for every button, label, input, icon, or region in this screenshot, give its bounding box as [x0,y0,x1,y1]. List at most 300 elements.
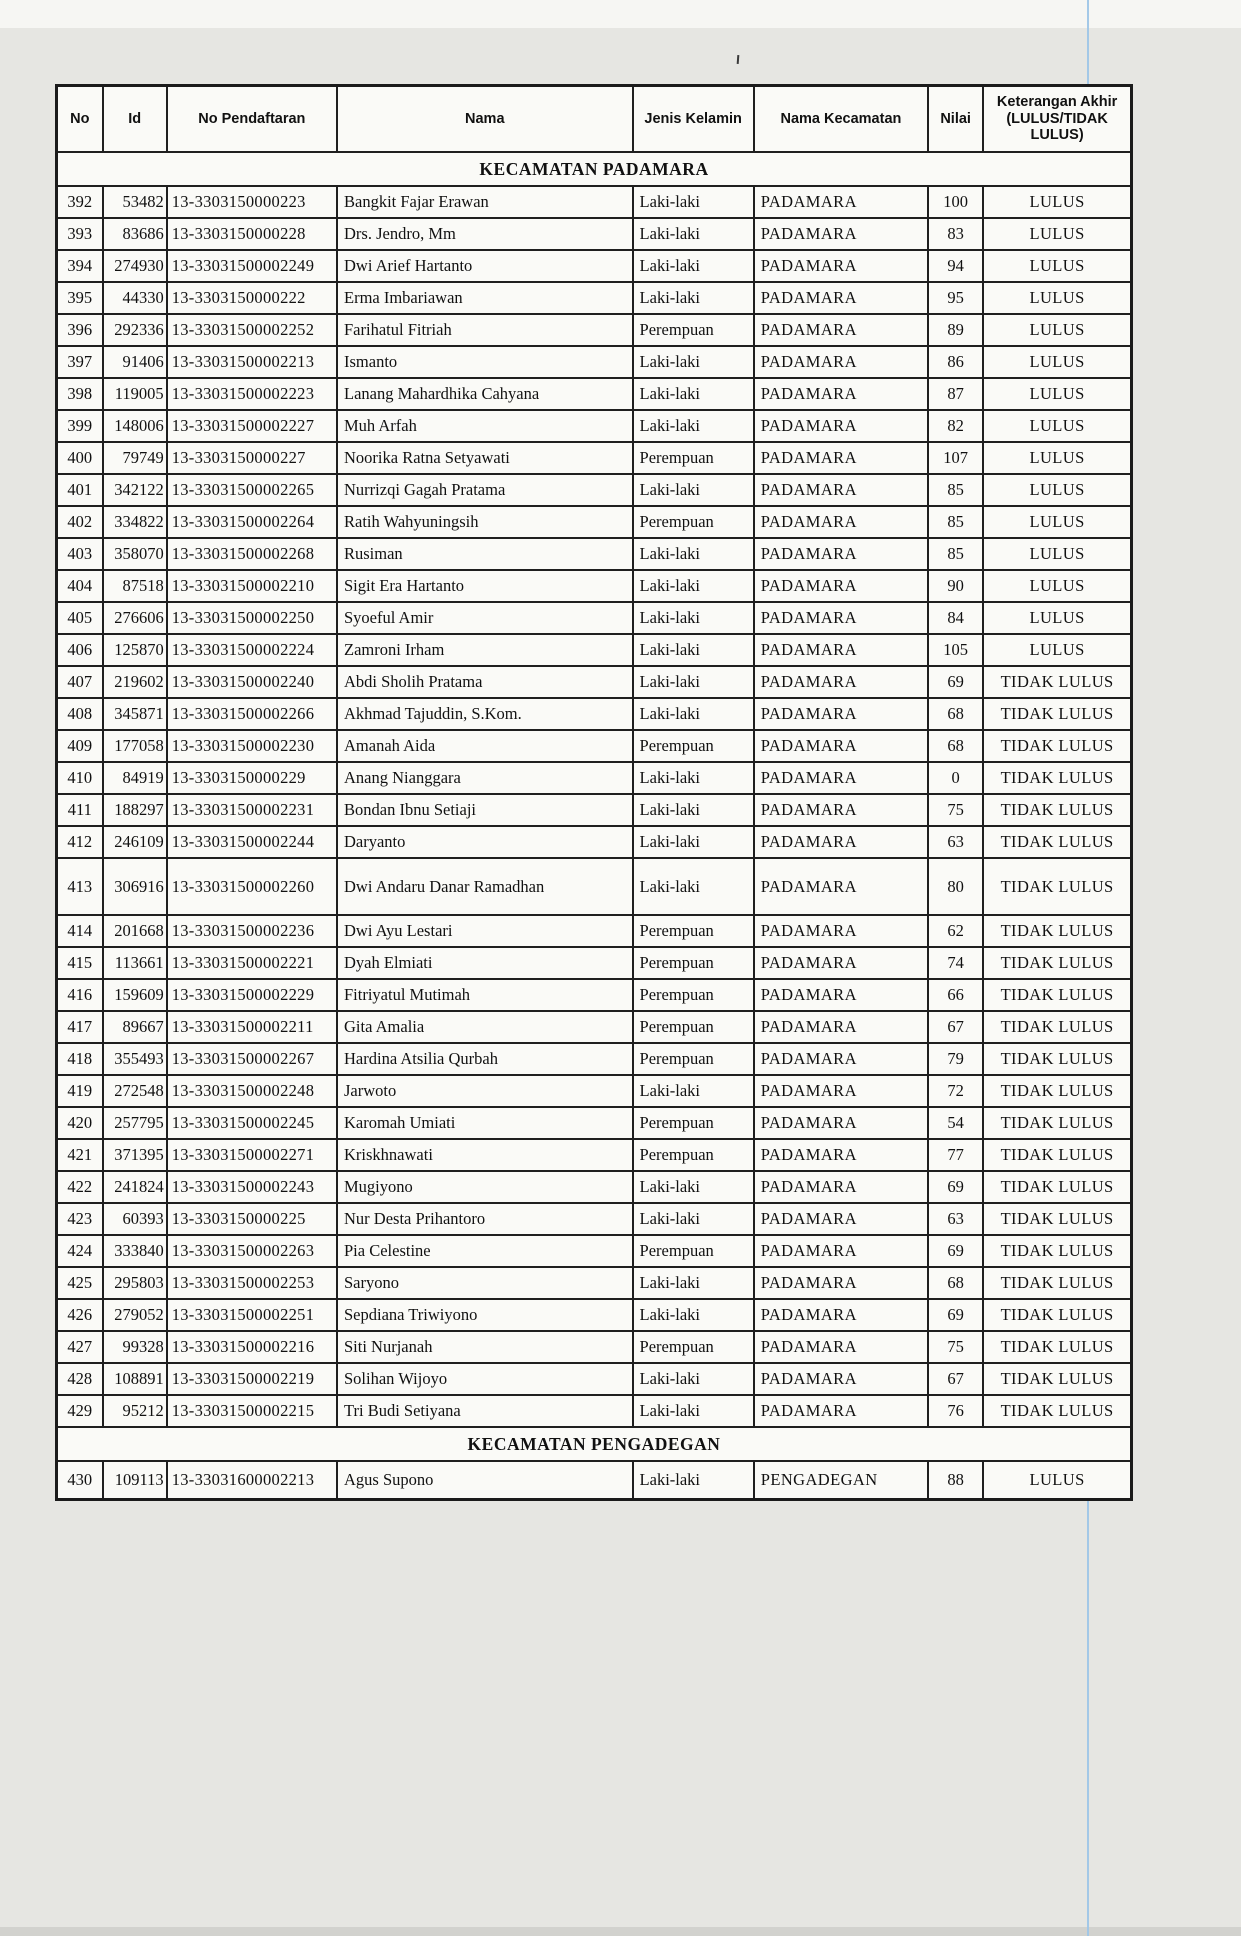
cell-no-pendaftaran: 13-33031500002219 [167,1363,337,1395]
table-row [57,1363,1132,1395]
cell-nilai: 75 [928,794,983,826]
cell-id: 358070 [103,538,167,570]
cell-no-pendaftaran: 13-3303150000225 [167,1203,337,1235]
cell-nilai: 68 [928,1267,983,1299]
cell-id: 274930 [103,250,167,282]
cell-no: 393 [57,218,103,250]
cell-jenis-kelamin: Laki-laki [633,1171,754,1203]
table-row [57,1299,1132,1331]
cell-no-pendaftaran: 13-33031500002271 [167,1139,337,1171]
table-row [57,378,1132,410]
cell-no: 409 [57,730,103,762]
cell-jenis-kelamin: Laki-laki [633,474,754,506]
cell-nilai: 69 [928,666,983,698]
cell-no: 427 [57,1331,103,1363]
table-row [57,858,1132,915]
cell-id: 257795 [103,1107,167,1139]
header-nama-kecamatan: Nama Kecamatan [754,86,928,153]
cell-no-pendaftaran: 13-33031500002253 [167,1267,337,1299]
cell-nama-kecamatan: PADAMARA [754,634,928,666]
cell-nama: Siti Nurjanah [337,1331,633,1363]
cell-nilai: 85 [928,506,983,538]
cell-no-pendaftaran: 13-33031500002223 [167,378,337,410]
section-header-row [57,1427,1132,1461]
table-row [57,346,1132,378]
cell-id: 44330 [103,282,167,314]
cell-no: 417 [57,1011,103,1043]
cell-keterangan: LULUS [983,314,1131,346]
cell-id: 84919 [103,762,167,794]
cell-keterangan: TIDAK LULUS [983,1299,1131,1331]
cell-keterangan: LULUS [983,570,1131,602]
cell-nama: Tri Budi Setiyana [337,1395,633,1427]
table-row [57,1043,1132,1075]
cell-nama: Anang Nianggara [337,762,633,794]
cell-id: 333840 [103,1235,167,1267]
cell-nilai: 63 [928,826,983,858]
cell-nama-kecamatan: PADAMARA [754,346,928,378]
scan-top-margin [0,0,1241,28]
cell-jenis-kelamin: Laki-laki [633,1461,754,1499]
cell-jenis-kelamin: Laki-laki [633,410,754,442]
cell-id: 355493 [103,1043,167,1075]
cell-nilai: 100 [928,186,983,218]
cell-nilai: 83 [928,218,983,250]
cell-nama-kecamatan: PADAMARA [754,602,928,634]
cell-nama-kecamatan: PADAMARA [754,1395,928,1427]
cell-nama: Mugiyono [337,1171,633,1203]
cell-id: 79749 [103,442,167,474]
cell-keterangan: TIDAK LULUS [983,947,1131,979]
cell-no-pendaftaran: 13-3303150000228 [167,218,337,250]
table-row [57,410,1132,442]
table-row [57,666,1132,698]
cell-no: 400 [57,442,103,474]
cell-no: 404 [57,570,103,602]
cell-nilai: 79 [928,1043,983,1075]
cell-no: 430 [57,1461,103,1499]
cell-keterangan: TIDAK LULUS [983,1395,1131,1427]
cell-no-pendaftaran: 13-33031500002267 [167,1043,337,1075]
cell-nilai: 105 [928,634,983,666]
cell-no: 411 [57,794,103,826]
cell-nama: Muh Arfah [337,410,633,442]
cell-nama-kecamatan: PADAMARA [754,1267,928,1299]
cell-nama-kecamatan: PADAMARA [754,1171,928,1203]
cell-nama: Abdi Sholih Pratama [337,666,633,698]
table-body [57,152,1132,1499]
cell-nama: Bangkit Fajar Erawan [337,186,633,218]
table-row [57,634,1132,666]
cell-nilai: 95 [928,282,983,314]
cell-id: 148006 [103,410,167,442]
cell-nama-kecamatan: PADAMARA [754,698,928,730]
cell-keterangan: LULUS [983,1461,1131,1499]
cell-nama-kecamatan: PADAMARA [754,762,928,794]
cell-nama: Zamroni Irham [337,634,633,666]
cell-nama: Gita Amalia [337,1011,633,1043]
cell-nama-kecamatan: PADAMARA [754,250,928,282]
cell-id: 241824 [103,1171,167,1203]
cell-nama: Kriskhnawati [337,1139,633,1171]
cell-jenis-kelamin: Perempuan [633,947,754,979]
cell-keterangan: LULUS [983,250,1131,282]
cell-no: 408 [57,698,103,730]
cell-no: 419 [57,1075,103,1107]
cell-nilai: 74 [928,947,983,979]
cell-keterangan: TIDAK LULUS [983,1171,1131,1203]
table-row [57,1171,1132,1203]
cell-no-pendaftaran: 13-33031500002224 [167,634,337,666]
cell-jenis-kelamin: Laki-laki [633,602,754,634]
cell-no-pendaftaran: 13-3303150000223 [167,186,337,218]
cell-no: 420 [57,1107,103,1139]
cell-nama: Ismanto [337,346,633,378]
cell-keterangan: LULUS [983,506,1131,538]
cell-nama-kecamatan: PADAMARA [754,1107,928,1139]
table-row [57,698,1132,730]
cell-id: 99328 [103,1331,167,1363]
cell-no: 416 [57,979,103,1011]
cell-no-pendaftaran: 13-33031500002260 [167,858,337,915]
cell-nilai: 88 [928,1461,983,1499]
table-row [57,1235,1132,1267]
cell-nama-kecamatan: PADAMARA [754,1235,928,1267]
cell-no-pendaftaran: 13-33031500002216 [167,1331,337,1363]
table-row [57,506,1132,538]
cell-jenis-kelamin: Laki-laki [633,1395,754,1427]
cell-nama: Karomah Umiati [337,1107,633,1139]
table-row [57,186,1132,218]
cell-nilai: 89 [928,314,983,346]
cell-id: 53482 [103,186,167,218]
cell-no: 418 [57,1043,103,1075]
table-row [57,1461,1132,1499]
header-keterangan-akhir: Keterangan Akhir (LULUS/TIDAK LULUS) [983,86,1131,153]
table-row [57,1075,1132,1107]
table-row [57,1011,1132,1043]
cell-nama: Amanah Aida [337,730,633,762]
cell-id: 159609 [103,979,167,1011]
cell-keterangan: TIDAK LULUS [983,858,1131,915]
cell-nama-kecamatan: PADAMARA [754,410,928,442]
cell-nama: Dwi Andaru Danar Ramadhan [337,858,633,915]
section-header-row [57,152,1132,186]
table-header [57,86,1132,153]
cell-no-pendaftaran: 13-33031500002264 [167,506,337,538]
cell-keterangan: TIDAK LULUS [983,1107,1131,1139]
cell-nama-kecamatan: PADAMARA [754,1139,928,1171]
cell-jenis-kelamin: Perempuan [633,506,754,538]
cell-no: 414 [57,915,103,947]
cell-nama: Lanang Mahardhika Cahyana [337,378,633,410]
cell-jenis-kelamin: Laki-laki [633,1267,754,1299]
cell-nilai: 63 [928,1203,983,1235]
cell-jenis-kelamin: Laki-laki [633,698,754,730]
cell-nilai: 75 [928,1331,983,1363]
cell-nama: Fitriyatul Mutimah [337,979,633,1011]
cell-no-pendaftaran: 13-33031500002230 [167,730,337,762]
cell-keterangan: LULUS [983,474,1131,506]
cell-id: 292336 [103,314,167,346]
cell-no-pendaftaran: 13-33031600002213 [167,1461,337,1499]
cell-no-pendaftaran: 13-33031500002229 [167,979,337,1011]
cell-id: 345871 [103,698,167,730]
cell-no-pendaftaran: 13-3303150000222 [167,282,337,314]
cell-jenis-kelamin: Perempuan [633,730,754,762]
cell-nama-kecamatan: PADAMARA [754,1075,928,1107]
cell-no-pendaftaran: 13-3303150000229 [167,762,337,794]
cell-nama-kecamatan: PADAMARA [754,947,928,979]
cell-no-pendaftaran: 13-33031500002251 [167,1299,337,1331]
cell-nilai: 90 [928,570,983,602]
cell-nama-kecamatan: PADAMARA [754,474,928,506]
cell-nama: Dyah Elmiati [337,947,633,979]
cell-no: 405 [57,602,103,634]
cell-id: 177058 [103,730,167,762]
cell-no-pendaftaran: 13-33031500002249 [167,250,337,282]
cell-id: 83686 [103,218,167,250]
cell-id: 201668 [103,915,167,947]
cell-keterangan: LULUS [983,442,1131,474]
header-no: No [57,86,103,153]
cell-nilai: 80 [928,858,983,915]
table-row [57,1331,1132,1363]
cell-nama: Dwi Arief Hartanto [337,250,633,282]
cell-nilai: 85 [928,538,983,570]
cell-id: 219602 [103,666,167,698]
table-row [57,474,1132,506]
cell-no: 395 [57,282,103,314]
cell-jenis-kelamin: Perempuan [633,915,754,947]
cell-jenis-kelamin: Perempuan [633,1011,754,1043]
cell-jenis-kelamin: Perempuan [633,442,754,474]
cell-jenis-kelamin: Laki-laki [633,858,754,915]
cell-id: 109113 [103,1461,167,1499]
cell-keterangan: TIDAK LULUS [983,1139,1131,1171]
cell-jenis-kelamin: Perempuan [633,1331,754,1363]
cell-nama-kecamatan: PADAMARA [754,826,928,858]
cell-nama: Solihan Wijoyo [337,1363,633,1395]
section-title: KECAMATAN PENGADEGAN [57,1427,1132,1461]
cell-keterangan: LULUS [983,538,1131,570]
cell-keterangan: LULUS [983,410,1131,442]
cell-keterangan: TIDAK LULUS [983,762,1131,794]
cell-no: 407 [57,666,103,698]
table-row [57,915,1132,947]
cell-id: 246109 [103,826,167,858]
cell-jenis-kelamin: Laki-laki [633,666,754,698]
cell-keterangan: TIDAK LULUS [983,1075,1131,1107]
cell-nama-kecamatan: PADAMARA [754,794,928,826]
cell-nama-kecamatan: PADAMARA [754,730,928,762]
cell-no-pendaftaran: 13-3303150000227 [167,442,337,474]
header-nilai: Nilai [928,86,983,153]
cell-jenis-kelamin: Laki-laki [633,346,754,378]
cell-nilai: 69 [928,1235,983,1267]
cell-nama: Nurrizqi Gagah Pratama [337,474,633,506]
cell-nama-kecamatan: PADAMARA [754,506,928,538]
cell-jenis-kelamin: Laki-laki [633,538,754,570]
table-row [57,538,1132,570]
cell-no-pendaftaran: 13-33031500002211 [167,1011,337,1043]
cell-keterangan: TIDAK LULUS [983,794,1131,826]
cell-id: 188297 [103,794,167,826]
header-id: Id [103,86,167,153]
cell-nama-kecamatan: PENGADEGAN [754,1461,928,1499]
cell-no: 426 [57,1299,103,1331]
header-nama: Nama [337,86,633,153]
cell-keterangan: LULUS [983,634,1131,666]
section-title: KECAMATAN PADAMARA [57,152,1132,186]
cell-no-pendaftaran: 13-33031500002243 [167,1171,337,1203]
cell-nilai: 0 [928,762,983,794]
table-row [57,1139,1132,1171]
cell-nama: Nur Desta Prihantoro [337,1203,633,1235]
table-row [57,1107,1132,1139]
cell-no: 412 [57,826,103,858]
cell-nama: Drs. Jendro, Mm [337,218,633,250]
cell-nama: Jarwoto [337,1075,633,1107]
cell-nama: Agus Supono [337,1461,633,1499]
cell-id: 272548 [103,1075,167,1107]
cell-id: 371395 [103,1139,167,1171]
cell-nama-kecamatan: PADAMARA [754,979,928,1011]
table-row [57,250,1132,282]
cell-keterangan: LULUS [983,378,1131,410]
cell-nama-kecamatan: PADAMARA [754,314,928,346]
cell-nilai: 68 [928,698,983,730]
cell-id: 95212 [103,1395,167,1427]
cell-no: 397 [57,346,103,378]
cell-jenis-kelamin: Laki-laki [633,762,754,794]
cell-nilai: 67 [928,1011,983,1043]
cell-no: 429 [57,1395,103,1427]
cell-nama-kecamatan: PADAMARA [754,915,928,947]
cell-keterangan: LULUS [983,186,1131,218]
cell-no: 392 [57,186,103,218]
cell-jenis-kelamin: Perempuan [633,314,754,346]
cell-nilai: 68 [928,730,983,762]
cell-no: 423 [57,1203,103,1235]
table-row [57,1267,1132,1299]
cell-nilai: 62 [928,915,983,947]
cell-nama-kecamatan: PADAMARA [754,218,928,250]
cell-id: 306916 [103,858,167,915]
header-jenis-kelamin: Jenis Kelamin [633,86,754,153]
cell-nama: Erma Imbariawan [337,282,633,314]
cell-jenis-kelamin: Laki-laki [633,634,754,666]
cell-no: 394 [57,250,103,282]
cell-nama-kecamatan: PADAMARA [754,666,928,698]
cell-jenis-kelamin: Laki-laki [633,218,754,250]
cell-no: 396 [57,314,103,346]
cell-no: 410 [57,762,103,794]
cell-jenis-kelamin: Laki-laki [633,378,754,410]
cell-no-pendaftaran: 13-33031500002231 [167,794,337,826]
cell-nama-kecamatan: PADAMARA [754,1011,928,1043]
cell-nama-kecamatan: PADAMARA [754,570,928,602]
cell-no-pendaftaran: 13-33031500002213 [167,346,337,378]
cell-keterangan: TIDAK LULUS [983,826,1131,858]
cell-no-pendaftaran: 13-33031500002210 [167,570,337,602]
cell-keterangan: TIDAK LULUS [983,979,1131,1011]
cell-jenis-kelamin: Laki-laki [633,250,754,282]
table-row [57,794,1132,826]
cell-no-pendaftaran: 13-33031500002227 [167,410,337,442]
header-row [57,86,1132,153]
cell-keterangan: TIDAK LULUS [983,1235,1131,1267]
cell-keterangan: LULUS [983,346,1131,378]
cell-no: 398 [57,378,103,410]
cell-nama: Farihatul Fitriah [337,314,633,346]
cell-nilai: 82 [928,410,983,442]
cell-nama-kecamatan: PADAMARA [754,858,928,915]
table-row [57,979,1132,1011]
cell-jenis-kelamin: Perempuan [633,1139,754,1171]
cell-keterangan: TIDAK LULUS [983,698,1131,730]
cell-keterangan: TIDAK LULUS [983,1331,1131,1363]
cell-id: 60393 [103,1203,167,1235]
cell-no: 422 [57,1171,103,1203]
cell-keterangan: LULUS [983,282,1131,314]
cell-nama: Pia Celestine [337,1235,633,1267]
cell-jenis-kelamin: Laki-laki [633,282,754,314]
cell-id: 279052 [103,1299,167,1331]
cell-keterangan: LULUS [983,218,1131,250]
cell-nama-kecamatan: PADAMARA [754,442,928,474]
cell-nama-kecamatan: PADAMARA [754,538,928,570]
cell-nilai: 85 [928,474,983,506]
cell-nama: Noorika Ratna Setyawati [337,442,633,474]
cell-nama-kecamatan: PADAMARA [754,378,928,410]
cell-no: 399 [57,410,103,442]
cell-no: 425 [57,1267,103,1299]
table-row [57,826,1132,858]
cell-jenis-kelamin: Perempuan [633,979,754,1011]
cell-no: 402 [57,506,103,538]
cell-nilai: 69 [928,1171,983,1203]
cell-id: 91406 [103,346,167,378]
cell-nama-kecamatan: PADAMARA [754,1331,928,1363]
cell-nama: Saryono [337,1267,633,1299]
cell-nama: Sepdiana Triwiyono [337,1299,633,1331]
table-row [57,442,1132,474]
cell-no: 424 [57,1235,103,1267]
cell-jenis-kelamin: Laki-laki [633,186,754,218]
cell-nama: Hardina Atsilia Qurbah [337,1043,633,1075]
cell-nama-kecamatan: PADAMARA [754,282,928,314]
table-row [57,570,1132,602]
cell-no-pendaftaran: 13-33031500002266 [167,698,337,730]
cell-no: 406 [57,634,103,666]
cell-id: 108891 [103,1363,167,1395]
table-row [57,730,1132,762]
cell-jenis-kelamin: Perempuan [633,1043,754,1075]
cell-jenis-kelamin: Laki-laki [633,1075,754,1107]
cell-nilai: 66 [928,979,983,1011]
table-row [57,762,1132,794]
cell-no-pendaftaran: 13-33031500002250 [167,602,337,634]
cell-nilai: 86 [928,346,983,378]
cell-nilai: 84 [928,602,983,634]
cell-jenis-kelamin: Perempuan [633,1107,754,1139]
cell-no-pendaftaran: 13-33031500002240 [167,666,337,698]
cell-no-pendaftaran: 13-33031500002244 [167,826,337,858]
cell-nama: Dwi Ayu Lestari [337,915,633,947]
cell-jenis-kelamin: Perempuan [633,1235,754,1267]
cell-nilai: 87 [928,378,983,410]
